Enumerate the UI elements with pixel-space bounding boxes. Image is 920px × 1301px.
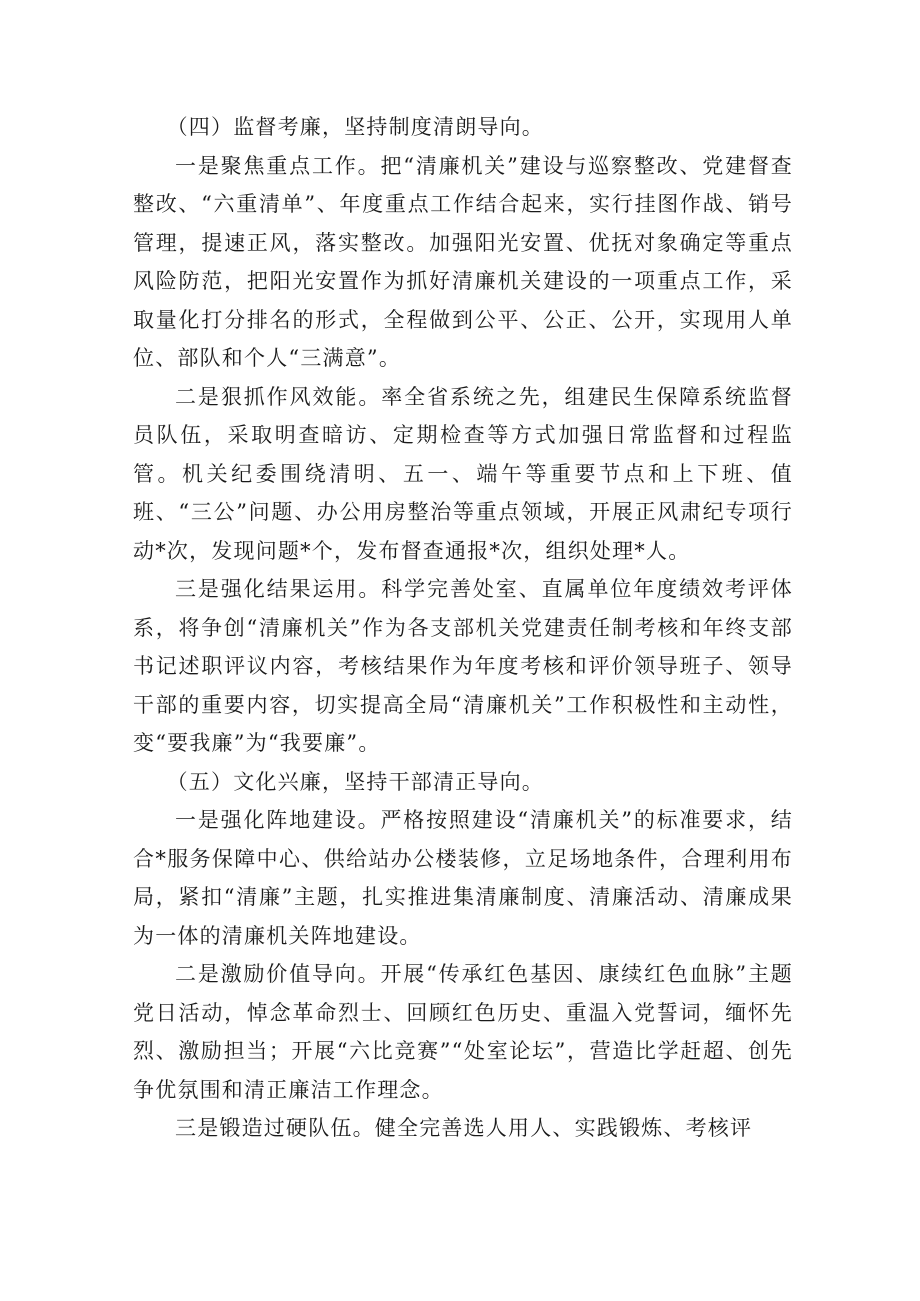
- paragraph-focus-key-work: 一是聚焦重点工作。把“清廉机关”建设与巡察整改、党建督查整改、“六重清单”、年度重点工作结合起来，实行挂图作战、销号管理，提速正风，落实整改。加强阳光安置、优抚对象确定等重点风险防范，把阳光安置作为抓好清廉机关建设的一项重点工作，采取量化打分排名的形式，全程做到公平、公正、公开，实现用人单位、部队和个人“三满意”。: [133, 153, 793, 370]
- paragraph-value-orientation: 二是激励价值导向。开展“传承红色基因、康续红色血脉”主题党日活动，悼念革命烈士、回顾红色历史、重温入党誓词，缅怀先烈、激励担当；开展“六比竞赛”“处室论坛”，营造比学赶超、创先争优氛围和清正廉洁工作理念。: [133, 962, 793, 1102]
- paragraph-team-building: 三是锻造过硬队伍。健全完善选人用人、实践锻炼、考核评: [175, 1116, 753, 1140]
- paragraph-result-use: 三是强化结果运用。科学完善处室、直属单位年度绩效考评体系，将争创“清廉机关”作为各支部机关党建责任制考核和年终支部书记述职评议内容，考核结果作为年度考核和评价领导班子、领导干部的重要内容，切实提高全局“清廉机关”工作积极性和主动性，变“要我廉”为“我要廉”。: [133, 577, 793, 755]
- paragraph-work-style: 二是狠抓作风效能。率全省系统之先，组建民生保障系统监督员队伍，采取明查暗访、定期检查等方式加强日常监督和过程监管。机关纪委围绕清明、五一、端午等重要节点和上下班、值班、“三公”问题、办公用房整治等重点领域，开展正风肃纪专项行动*次，发现问题*个，发布督查通报*次，组织处理*人。: [133, 384, 793, 563]
- section-heading-4: （四）监督考廉，坚持制度清朗导向。: [166, 115, 544, 139]
- document-body: [133, 108, 793, 1148]
- section-heading-5: （五）文化兴廉，坚持干部清正导向。: [166, 769, 544, 794]
- paragraph-position-building: 一是强化阵地建设。严格按照建设“清廉机关”的标准要求，结合*服务保障中心、供给站办公楼装修，立足场地条件，合理利用布局，紧扣“清廉”主题，扎实推进集清廉制度、清廉活动、清廉成果为一体的清廉机关阵地建设。: [133, 808, 793, 948]
